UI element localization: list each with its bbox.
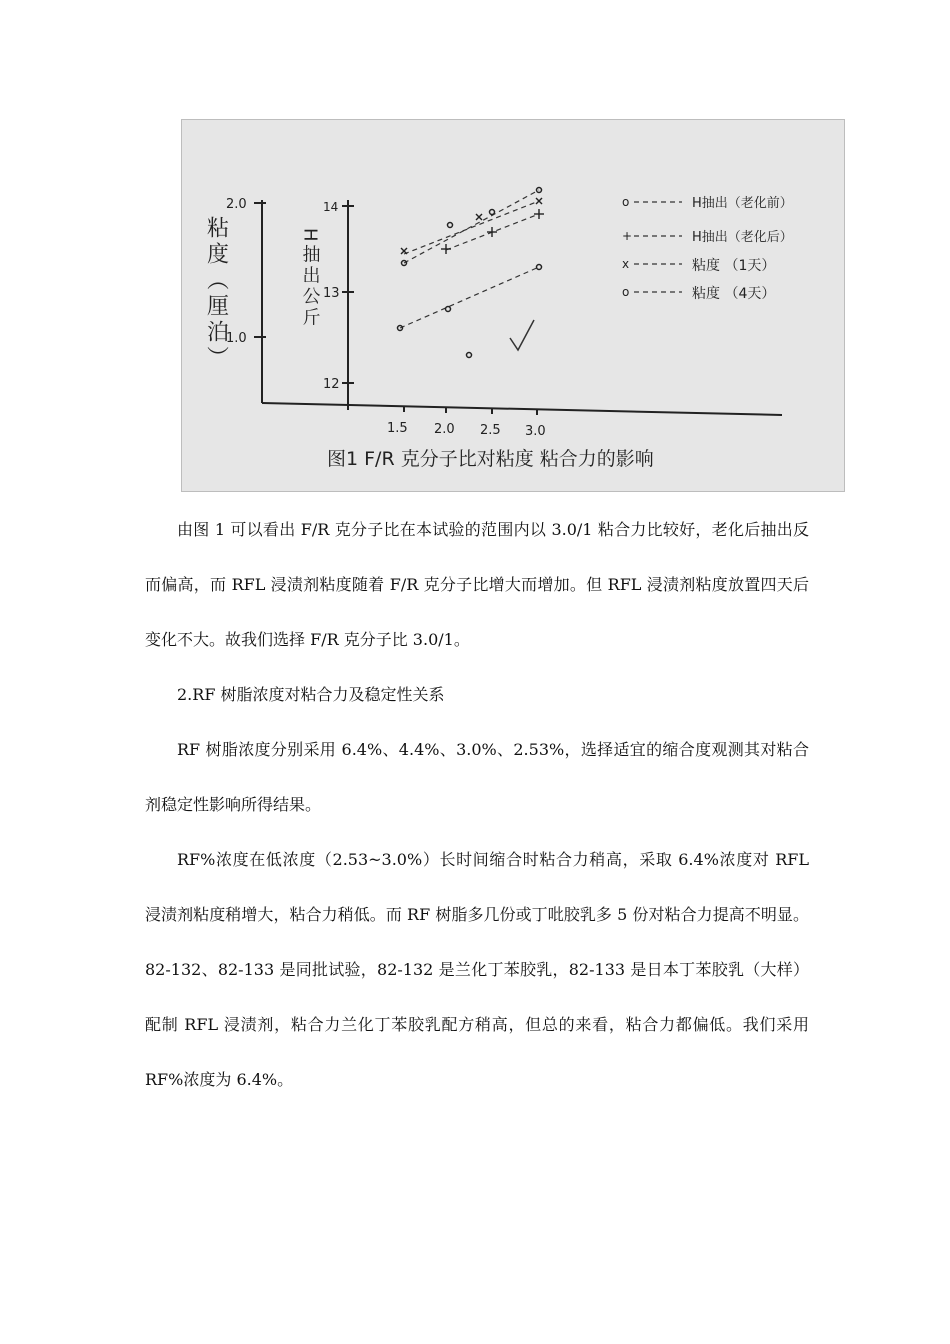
series-line-o-upper bbox=[404, 201, 539, 254]
handdrawn-chart bbox=[182, 120, 845, 492]
right-tick-label: 14 bbox=[323, 200, 339, 214]
series-line-o-lower bbox=[400, 267, 539, 328]
x-tick-label: 2.5 bbox=[480, 423, 501, 438]
paragraph: 由图 1 可以看出 F/R 克分子比在本试验的范围内以 3.0/1 粘合力比较好，老化后抽出反而偏高，而 RFL 浸渍剂粘度随着 F/R 克分子比增大而增加。但 RFL 浸渍剂粘度放置四天后变化不大。故我们选择 F/R 克分子比 3.0/1。 bbox=[145, 520, 809, 649]
paragraph: RF%浓度在低浓度（2.53~3.0%）长时间缩合时粘合力稍高，采取 6.4%浓度对 RFL 浸渍剂粘度稍增大，粘合力稍低。而 RF 树脂多几份或丁吡胶乳多 5 份对粘合力提高不明显。82-132、82-133 是同批试验，82-132 是兰化丁苯胶乳，82-133 是日本丁苯胶乳（大样）配制 RFL 浸渍剂，粘合力兰化丁苯胶乳配方稍高，但总的来看，粘合力都偏低。我们采用 RF%浓度为 6.4%。 bbox=[145, 850, 809, 1089]
figure-photo bbox=[181, 119, 845, 492]
x-tick-label: 1.5 bbox=[387, 421, 408, 436]
legend-marker: + bbox=[622, 229, 633, 243]
legend-label: 粘度 （4天） bbox=[692, 286, 776, 302]
right-tick-label: 12 bbox=[323, 377, 340, 392]
x-tick-label: 3.0 bbox=[525, 424, 546, 439]
legend-marker: o bbox=[622, 285, 630, 299]
left-tick-label: 1.0 bbox=[226, 331, 247, 346]
right-tick-label: 13 bbox=[323, 286, 340, 301]
data-point bbox=[446, 307, 451, 312]
body-text bbox=[145, 502, 809, 1107]
legend bbox=[622, 195, 793, 302]
legend-label: 粘度 （1天） bbox=[692, 258, 776, 274]
data-point bbox=[448, 223, 453, 228]
data-point bbox=[490, 210, 495, 215]
legend-label: H抽出（老化后） bbox=[692, 230, 793, 245]
legend-label: H抽出（老化前） bbox=[692, 196, 793, 211]
check-mark-icon bbox=[510, 320, 534, 350]
legend-marker: x bbox=[622, 257, 630, 271]
x-tick-label: 2.0 bbox=[434, 422, 455, 437]
figure-caption: 图1 F/R 克分子比对粘度 粘合力的影响 bbox=[327, 448, 654, 470]
section-heading: 2.RF 树脂浓度对粘合力及稳定性关系 bbox=[177, 685, 445, 704]
series-line-x bbox=[404, 190, 539, 263]
x-axis bbox=[262, 403, 782, 415]
left-tick-label: 2.0 bbox=[226, 197, 247, 212]
left-axis-title: 粘度（厘泊） bbox=[203, 216, 229, 372]
paragraph: RF 树脂浓度分别采用 6.4%、4.4%、3.0%、2.53%，选择适宜的缩合度观测其对粘合剂稳定性影响所得结果。 bbox=[145, 740, 809, 814]
legend-marker: o bbox=[622, 195, 630, 209]
right-axis-title: H抽出公斤 bbox=[299, 228, 321, 329]
data-point bbox=[467, 353, 472, 358]
